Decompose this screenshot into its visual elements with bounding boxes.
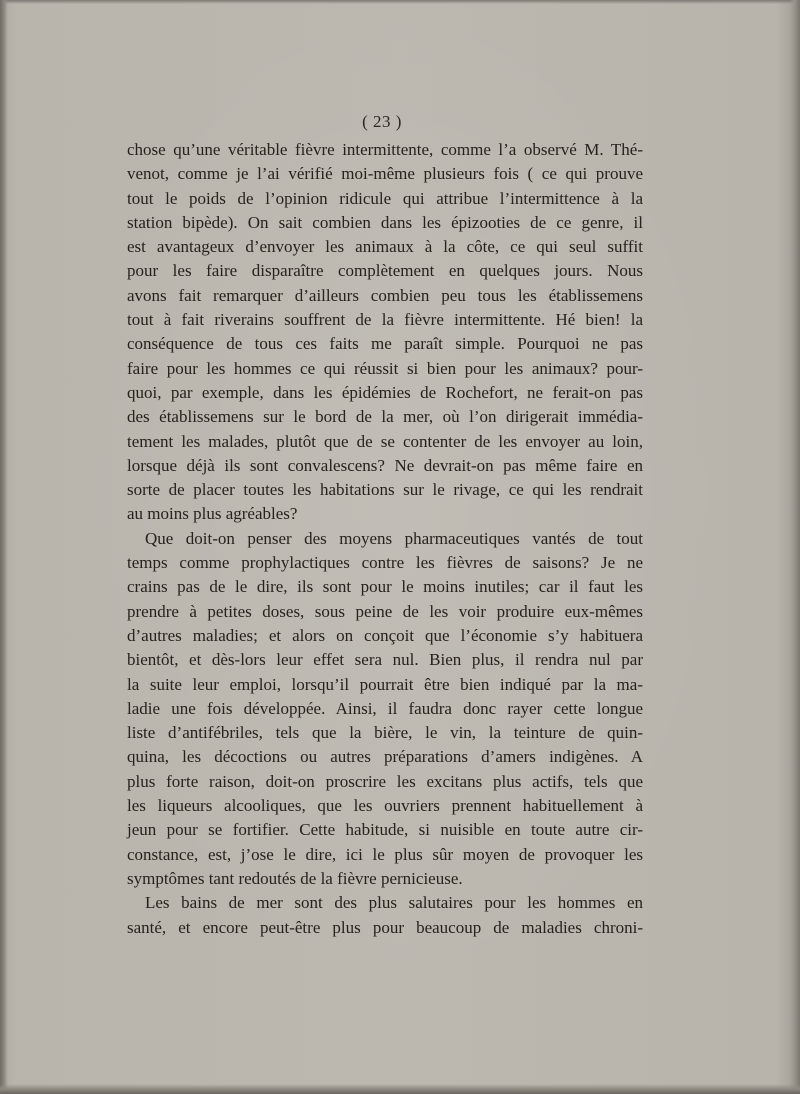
text-line: avons fait remarquer d’ailleurs combien peu tous les établissemens bbox=[127, 285, 643, 305]
text-line: santé, et encore peut-être plus pour beaucoup de maladies chroni- bbox=[127, 917, 643, 937]
body-text bbox=[127, 138, 643, 940]
text-line: quoi, par exemple, dans les épidémies de Rochefort, ne ferait-on pas bbox=[127, 382, 643, 402]
text-line: lorsque déjà ils sont convalescens? Ne devrait-on pas même faire en bbox=[127, 455, 643, 475]
page-number: ( 23 ) bbox=[362, 112, 402, 131]
text-line: crains pas de le dire, ils sont pour le moins inutiles; car il faut les bbox=[127, 577, 643, 597]
text-line: tout le poids de l’opinion ridicule qui attribue l’intermittence à la bbox=[127, 188, 643, 208]
text-line: les liqueurs alcooliques, que les ouvriers prennent habituellement à bbox=[127, 796, 643, 816]
text-line: la suite leur emploi, lorsqu’il pourrait être bien indiqué par la ma- bbox=[127, 674, 643, 694]
text-line: jeun pour se fortifier. Cette habitude, si nuisible en toute autre cir- bbox=[127, 820, 643, 840]
text-line: constance, est, j’ose le dire, ici le plus sûr moyen de provoquer les bbox=[127, 844, 643, 864]
text-line: conséquence de tous ces faits me paraît simple. Pourquoi ne pas bbox=[127, 334, 643, 354]
text-line: station bipède). On sait combien dans les épizooties de ce genre, il bbox=[127, 212, 643, 232]
text-line: tement les malades, plutôt que de se contenter de les envoyer au loin, bbox=[127, 431, 643, 451]
text-line: temps comme prophylactiques contre les fièvres de saisons? Je ne bbox=[127, 553, 643, 573]
text-line: symptômes tant redoutés de la fièvre pernicieuse. bbox=[127, 868, 463, 888]
text-line: liste d’antifébriles, tels que la bière, le vin, la teinture de quin- bbox=[127, 723, 643, 743]
page-edge-bottom bbox=[0, 1084, 800, 1094]
text-line: tout à fait riverains souffrent de la fièvre intermittente. Hé bien! la bbox=[127, 310, 643, 330]
text-line: Les bains de mer sont des plus salutaires pour les hommes en bbox=[145, 893, 643, 913]
text-line: des établissemens sur le bord de la mer, où l’on dirigerait immédia- bbox=[127, 407, 643, 427]
text-line: venot, comme je l’ai vérifié moi-même plusieurs fois ( ce qui prouve bbox=[127, 164, 643, 184]
paragraph-1 bbox=[127, 138, 643, 527]
text-line: est avantageux d’envoyer les animaux à la côte, ce qui seul suffit bbox=[127, 237, 643, 257]
page-edge-right bbox=[790, 0, 800, 1094]
text-line: pour les faire disparaître complètement en quelques jours. Nous bbox=[127, 261, 643, 281]
text-line: Que doit-on penser des moyens pharmaceutiques vantés de tout bbox=[145, 528, 643, 548]
text-line: au moins plus agréables? bbox=[127, 504, 298, 524]
text-line: d’autres maladies; et alors on conçoit que l’économie s’y habituera bbox=[127, 625, 643, 645]
text-line: plus forte raison, doit-on proscrire les excitans plus actifs, tels que bbox=[127, 771, 643, 791]
paragraph-3 bbox=[127, 891, 643, 940]
page-edge-left bbox=[0, 0, 8, 1094]
text-line: bientôt, et dès-lors leur effet sera nul. Bien plus, il rendra nul par bbox=[127, 650, 643, 670]
page-edge-top bbox=[0, 0, 800, 4]
text-line: sorte de placer toutes les habitations sur le rivage, ce qui les rendrait bbox=[127, 480, 643, 500]
text-line: faire pour les hommes ce qui réussit si bien pour les animaux? pour- bbox=[127, 358, 643, 378]
paragraph-2 bbox=[127, 527, 643, 891]
text-line: ladie une fois développée. Ainsi, il faudra donc rayer cette longue bbox=[127, 698, 643, 718]
text-line: chose qu’une véritable fièvre intermittente, comme l’a observé M. Thé- bbox=[127, 140, 643, 159]
text-line: prendre à petites doses, sous peine de les voir produire eux-mêmes bbox=[127, 601, 643, 621]
text-line: quina, les décoctions ou autres préparations d’amers indigènes. A bbox=[127, 747, 643, 767]
